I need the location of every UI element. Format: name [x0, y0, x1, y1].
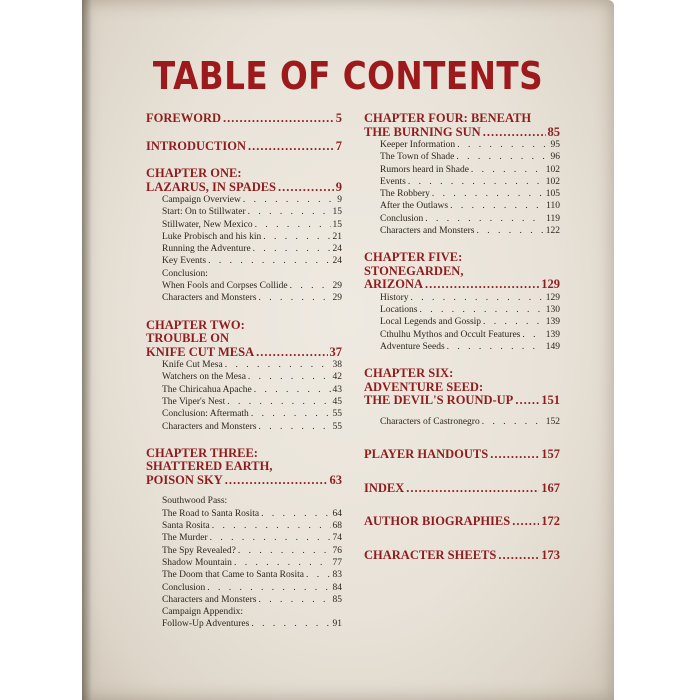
section-entry[interactable]: Rumors heard in Shade . . . 102 [364, 164, 560, 176]
section-entry[interactable]: The Doom that Came to Santa Rosita . . . 83 [146, 569, 342, 581]
section-entry[interactable]: Conclusion: Aftermath . . . 55 [146, 408, 342, 420]
page-number: 5 [335, 111, 342, 125]
page-number: 167 [541, 480, 560, 495]
chapter-six-sections [364, 416, 560, 428]
chapter-heading-line: TROUBLE ON [146, 331, 230, 346]
chapter-two-sections [146, 359, 342, 433]
page-number: 37 [329, 344, 342, 359]
section-entry[interactable]: History . . . 129 [364, 292, 560, 304]
section-entry[interactable]: Shadow Mountain . . . 77 [146, 557, 342, 569]
chapter-three-sections [146, 495, 342, 630]
section-entry[interactable]: The Spy Revealed? . . . 76 [146, 545, 342, 557]
chapter-heading-line: CHAPTER THREE: [146, 445, 258, 460]
section-entry[interactable]: After the Outlaws . . . 110 [364, 200, 560, 212]
toc-chapter-one[interactable]: CHAPTER ONE: LAZARUS, IN SPADES ..... 9 [146, 167, 342, 194]
section-entry[interactable]: The Viper's Nest . . . 45 [146, 396, 342, 408]
section-entry[interactable]: Local Legends and Gossip . . . 139 [364, 316, 560, 328]
section-entry[interactable]: Characters and Monsters . . . 29 [146, 292, 342, 304]
section-entry[interactable]: The Robbery . . . 105 [364, 188, 560, 200]
section-entry[interactable]: Santa Rosita . . . 68 [146, 520, 342, 532]
section-entry[interactable]: Running the Adventure . . . 24 [146, 243, 342, 255]
toc-entry-character-sheets[interactable]: CHARACTER SHEETS ..... 173 [364, 549, 560, 563]
section-entry[interactable]: Campaign Appendix: [162, 607, 244, 618]
chapter-heading-line: SHATTERED EARTH, [146, 459, 273, 474]
section-entry[interactable]: The Murder . . . 74 [146, 532, 342, 544]
page-title: TABLE OF CONTENTS [152, 54, 544, 98]
section-entry[interactable]: Locations . . . 130 [364, 304, 560, 316]
section-entry[interactable]: Events . . . 102 [364, 176, 560, 188]
section-entry[interactable]: Knife Cut Mesa . . . 38 [146, 359, 342, 371]
section-entry[interactable]: Adventure Seeds . . . 149 [364, 341, 560, 353]
section-entry[interactable]: Start: On to Stillwater . . . 15 [146, 206, 342, 218]
section-entry[interactable]: Conclusion . . . 84 [146, 582, 342, 594]
toc-entry-foreword[interactable]: FOREWORD ..... 5 [146, 112, 342, 126]
page-number: 172 [541, 514, 560, 529]
section-entry[interactable]: Characters and Monsters . . . 85 [146, 594, 342, 606]
section-entry[interactable]: Conclusion . . . 119 [364, 213, 560, 225]
toc-chapter-six[interactable]: CHAPTER SIX: ADVENTURE SEED: THE DEVIL'S ROUND-UP ..... 151 [364, 367, 560, 408]
section-entry[interactable]: Campaign Overview . . . 9 [146, 194, 342, 206]
toc-chapter-five[interactable]: CHAPTER FIVE: STONEGARDEN, ARIZONA ..... 129 [364, 251, 560, 292]
chapter-five-sections [364, 292, 560, 353]
chapter-heading-line: CHAPTER TWO: [146, 317, 245, 332]
toc-chapter-four[interactable]: CHAPTER FOUR: BENEATH THE BURNING SUN ..... 85 [364, 112, 560, 139]
chapter-four-sections [364, 139, 560, 237]
chapter-one-sections [146, 194, 342, 305]
section-entry[interactable]: Characters and Monsters . . . 122 [364, 225, 560, 237]
page-number: 129 [541, 277, 560, 292]
chapter-heading-line: CHAPTER FOUR: BENEATH [364, 111, 532, 125]
toc-chapter-two[interactable]: CHAPTER TWO: TROUBLE ON KNIFE CUT MESA ..... 37 [146, 319, 342, 360]
chapter-heading-line: CHAPTER SIX: [364, 366, 454, 381]
chapter-heading-line: CHAPTER ONE: [146, 166, 242, 180]
section-entry[interactable]: Southwood Pass: [162, 496, 228, 507]
page-number: 151 [541, 393, 560, 408]
toc-entry-index[interactable]: INDEX ..... 167 [364, 482, 560, 496]
toc-chapter-three[interactable]: CHAPTER THREE: SHATTERED EARTH, POISON SKY ..... 63 [146, 447, 342, 488]
section-entry[interactable]: Characters and Monsters . . . 55 [146, 421, 342, 433]
toc-left-column [146, 112, 342, 631]
section-entry[interactable]: Cthulhu Mythos and Occult Features . . . 139 [364, 329, 560, 341]
section-entry[interactable]: Conclusion: [162, 268, 208, 279]
section-entry[interactable]: Watchers on the Mesa . . . 42 [146, 371, 342, 383]
section-entry[interactable]: The Road to Santa Rosita . . . 64 [146, 508, 342, 520]
section-entry[interactable]: The Town of Shade . . . 96 [364, 151, 560, 163]
page-number: 173 [541, 547, 560, 562]
toc-right-column [364, 112, 560, 562]
section-entry[interactable]: The Chiricahua Apache . . . 43 [146, 384, 342, 396]
section-entry[interactable]: Characters of Castronegro . . . 152 [364, 416, 560, 428]
toc-entry-author-biographies[interactable]: AUTHOR BIOGRAPHIES ..... 172 [364, 515, 560, 529]
section-entry[interactable]: When Fools and Corpses Collide . . . 29 [146, 280, 342, 292]
page-number: 157 [541, 447, 560, 462]
page-number: 63 [329, 472, 342, 487]
toc-entry-introduction[interactable]: INTRODUCTION ..... 7 [146, 140, 342, 154]
section-entry[interactable]: Keeper Information . . . 95 [364, 139, 560, 151]
chapter-heading-line: CHAPTER FIVE: STONEGARDEN, [364, 250, 464, 278]
section-entry[interactable]: Stillwater, New Mexico . . . 15 [146, 219, 342, 231]
page-number: 85 [547, 124, 560, 139]
section-entry[interactable]: Follow-Up Adventures . . . 91 [146, 618, 342, 630]
page-number: 7 [335, 138, 342, 153]
section-entry[interactable]: Luke Probisch and his kin . . . 21 [146, 231, 342, 243]
page-number: 9 [335, 179, 342, 194]
toc-entry-player-handouts[interactable]: PLAYER HANDOUTS ..... 157 [364, 448, 560, 462]
section-entry[interactable]: Key Events . . . 24 [146, 255, 342, 267]
chapter-heading-line: ADVENTURE SEED: [364, 379, 484, 394]
